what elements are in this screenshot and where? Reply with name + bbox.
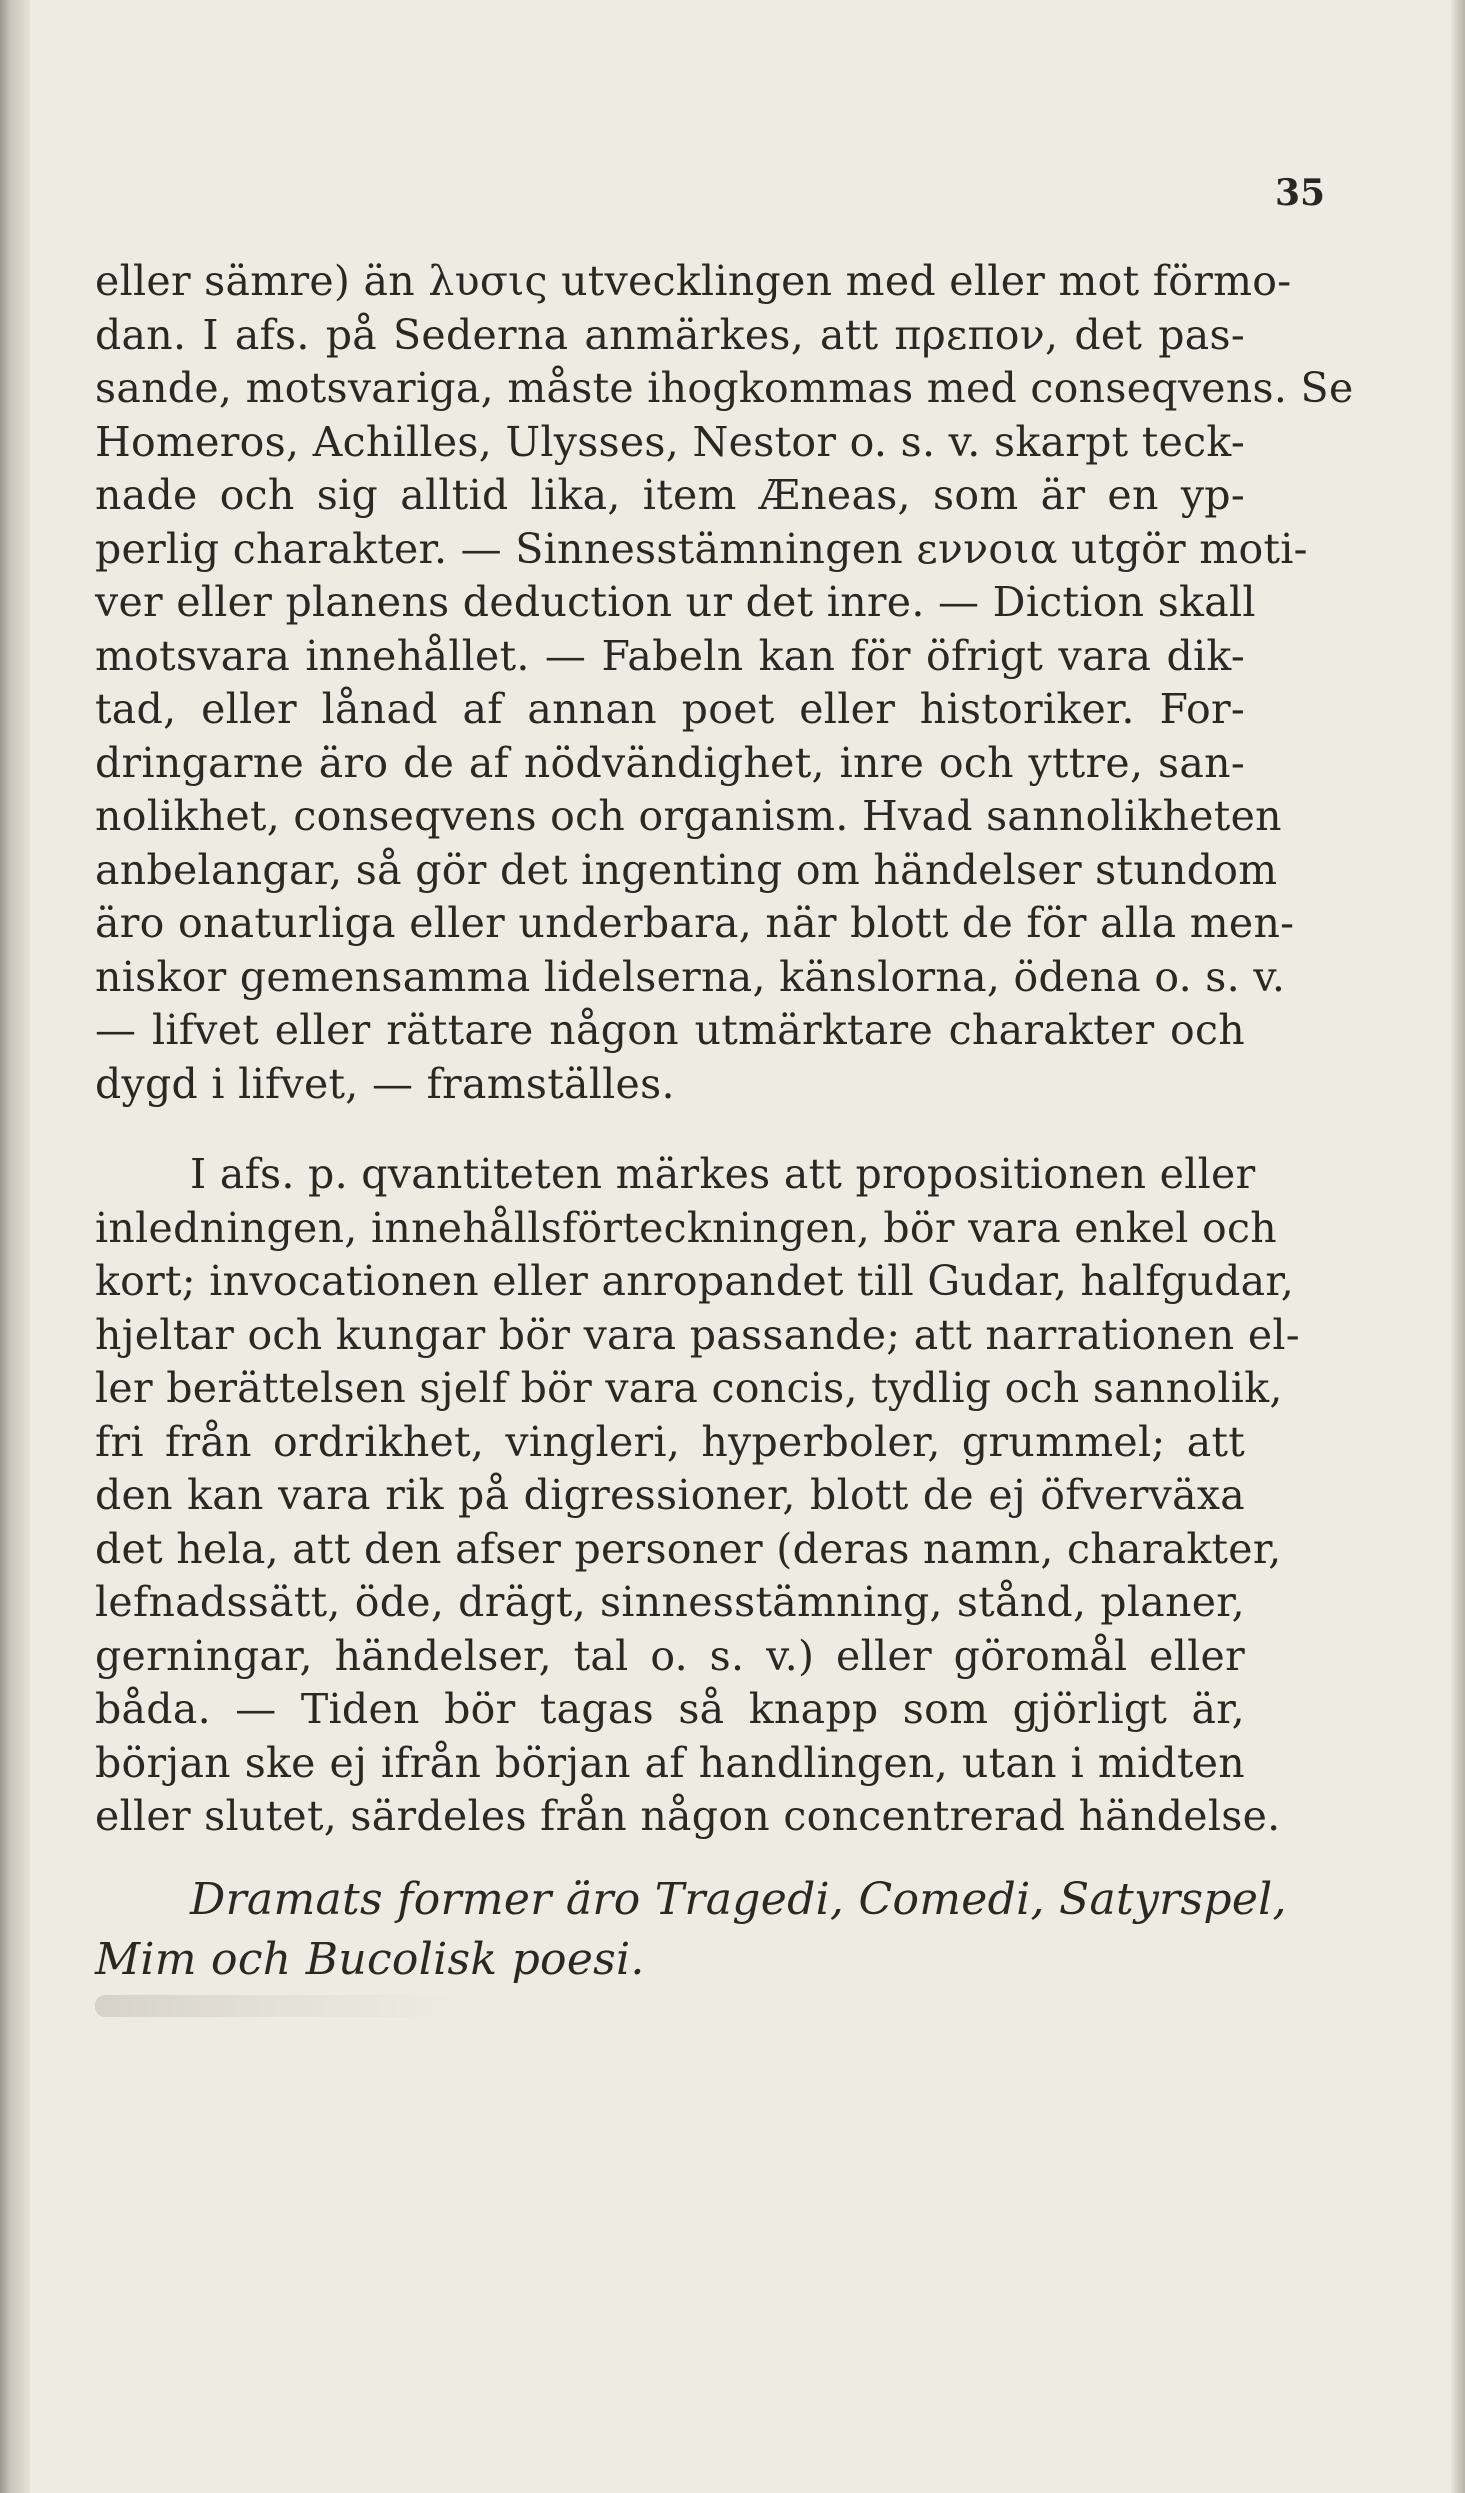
text-line: anbelangar, så gör det ingenting om händelser stundom	[95, 845, 1278, 894]
text-line: ver eller planens deduction ur det inre. — Diction skall	[95, 578, 1256, 626]
text-line: niskor gemensamma lidelserna, känslorna, ödena o. s. v.	[95, 952, 1286, 1001]
text-line: — lifvet eller rättare någon utmärktare charakter och	[95, 1006, 1245, 1054]
text-line: perlig charakter. — Sinnesstämningen εννοια utgör moti-	[95, 524, 1308, 573]
text-line: eller sämre) än λυσις utvecklingen med eller mot förmo-	[95, 257, 1292, 305]
text-line: hjeltar och kungar bör vara passande; att narrationen el-	[95, 1310, 1300, 1359]
text-line: eller slutet, särdeles från någon concentrerad händelse.	[95, 1792, 1281, 1840]
text-line: äro onaturliga eller underbara, när blott de för alla men-	[95, 899, 1295, 947]
text-line: fri från ordrikhet, vingleri, hyperboler, grummel; att	[95, 1417, 1245, 1466]
text-line: inledningen, innehållsförteckningen, bör vara enkel och	[95, 1203, 1277, 1252]
text-line: dygd i lifvet, — framställes.	[95, 1059, 675, 1108]
text-line: början ske ej ifrån början af handlingen, utan i midten	[95, 1738, 1245, 1787]
text-line: den kan vara rik på digressioner, blott de ej öfverväxa	[95, 1471, 1245, 1519]
page-number: 35	[1275, 172, 1326, 214]
page-edge-shadow	[0, 0, 30, 2493]
text-line: det hela, att den afser personer (deras namn, charakter,	[95, 1524, 1282, 1573]
text-line: gerningar, händelser, tal o. s. v.) eller göromål eller	[95, 1631, 1245, 1680]
text-line: dan. I afs. på Sederna anmärkes, att πρεπον, det pas-	[95, 310, 1245, 359]
text-line: Mim och Bucolisk poesi.	[95, 1934, 645, 1985]
text-line: båda. — Tiden bör tagas så knapp som gjörligt är,	[95, 1685, 1245, 1733]
text-line: ler berättelsen sjelf bör vara concis, tydlig och sannolik,	[95, 1364, 1283, 1412]
text-line: lefnadssätt, öde, drägt, sinnesstämning, stånd, planer,	[95, 1578, 1245, 1626]
text-line: Dramats former äro Tragedi, Comedi, Satyrspel,	[190, 1874, 1287, 1925]
text-line: Homeros, Achilles, Ulysses, Nestor o. s. v. skarpt teck-	[95, 417, 1245, 466]
paragraph-1	[95, 255, 1354, 1111]
text-line: kort; invocationen eller anropandet till Gudar, halfgudar,	[95, 1257, 1295, 1305]
text-line: motsvara innehållet. — Fabeln kan för öfrigt vara dik-	[95, 631, 1245, 680]
text-line: tad, eller lånad af annan poet eller historiker. For-	[95, 685, 1245, 733]
text-line: nade och sig alltid lika, item Æneas, som är en yp-	[95, 471, 1245, 519]
page-edge-right	[1451, 0, 1465, 2493]
ink-smudge	[95, 1995, 455, 2017]
text-line: I afs. p. qvantiteten märkes att propositionen eller	[190, 1150, 1256, 1198]
text-line: nolikhet, conseqvens och organism. Hvad sannolikheten	[95, 792, 1282, 840]
text-line: sande, motsvariga, måste ihogkommas med conseqvens. Se	[95, 364, 1354, 412]
paragraph-2	[95, 1148, 1300, 1844]
paragraph-3	[95, 1870, 1287, 1990]
text-line: dringarne äro de af nödvändighet, inre och yttre, san-	[95, 738, 1245, 787]
